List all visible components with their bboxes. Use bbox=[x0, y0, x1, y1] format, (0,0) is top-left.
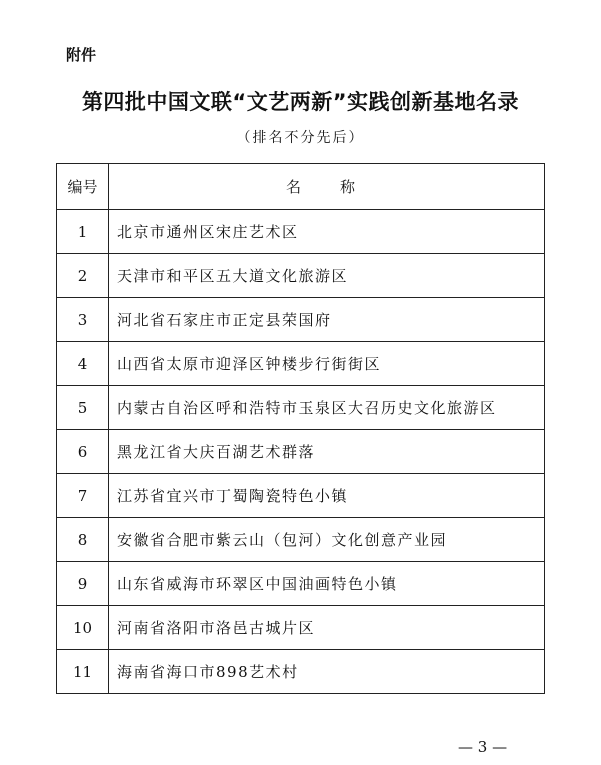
document-subtitle: （排名不分先后） bbox=[236, 130, 365, 146]
row-number: 2 bbox=[57, 254, 109, 298]
table-row bbox=[57, 298, 545, 342]
column-header-number: 编号 bbox=[57, 164, 109, 210]
row-name: 山东省威海市环翠区中国油画特色小镇 bbox=[109, 562, 545, 606]
table-header-row bbox=[57, 164, 545, 210]
row-number: 8 bbox=[57, 518, 109, 562]
base-list-table bbox=[56, 163, 545, 694]
table-row bbox=[57, 518, 545, 562]
row-number: 6 bbox=[57, 430, 109, 474]
table-row bbox=[57, 342, 545, 386]
row-number: 11 bbox=[57, 650, 109, 694]
row-name: 安徽省合肥市紫云山（包河）文化创意产业园 bbox=[109, 518, 545, 562]
row-number: 7 bbox=[57, 474, 109, 518]
row-number: 10 bbox=[57, 606, 109, 650]
document-title: 第四批中国文联“文艺两新”实践创新基地名录 bbox=[81, 90, 520, 114]
row-name: 黑龙江省大庆百湖艺术群落 bbox=[109, 430, 545, 474]
row-name: 河北省石家庄市正定县荣国府 bbox=[109, 298, 545, 342]
row-name: 山西省太原市迎泽区钟楼步行街街区 bbox=[109, 342, 545, 386]
table-row bbox=[57, 430, 545, 474]
row-name: 江苏省宜兴市丁蜀陶瓷特色小镇 bbox=[109, 474, 545, 518]
row-number: 9 bbox=[57, 562, 109, 606]
row-number: 4 bbox=[57, 342, 109, 386]
row-name: 北京市通州区宋庄艺术区 bbox=[109, 210, 545, 254]
table-row bbox=[57, 254, 545, 298]
attachment-label: 附件 bbox=[66, 46, 97, 64]
table-row bbox=[57, 562, 545, 606]
row-name: 内蒙古自治区呼和浩特市玉泉区大召历史文化旅游区 bbox=[109, 386, 545, 430]
column-header-name: 名 称 bbox=[109, 164, 545, 210]
table-row bbox=[57, 210, 545, 254]
page-number: — 3 — bbox=[458, 738, 508, 756]
row-name: 海南省海口市898艺术村 bbox=[109, 650, 545, 694]
row-number: 1 bbox=[57, 210, 109, 254]
table-row bbox=[57, 386, 545, 430]
table-row bbox=[57, 606, 545, 650]
row-number: 3 bbox=[57, 298, 109, 342]
table-row bbox=[57, 650, 545, 694]
table-row bbox=[57, 474, 545, 518]
row-name: 天津市和平区五大道文化旅游区 bbox=[109, 254, 545, 298]
row-number: 5 bbox=[57, 386, 109, 430]
row-name: 河南省洛阳市洛邑古城片区 bbox=[109, 606, 545, 650]
